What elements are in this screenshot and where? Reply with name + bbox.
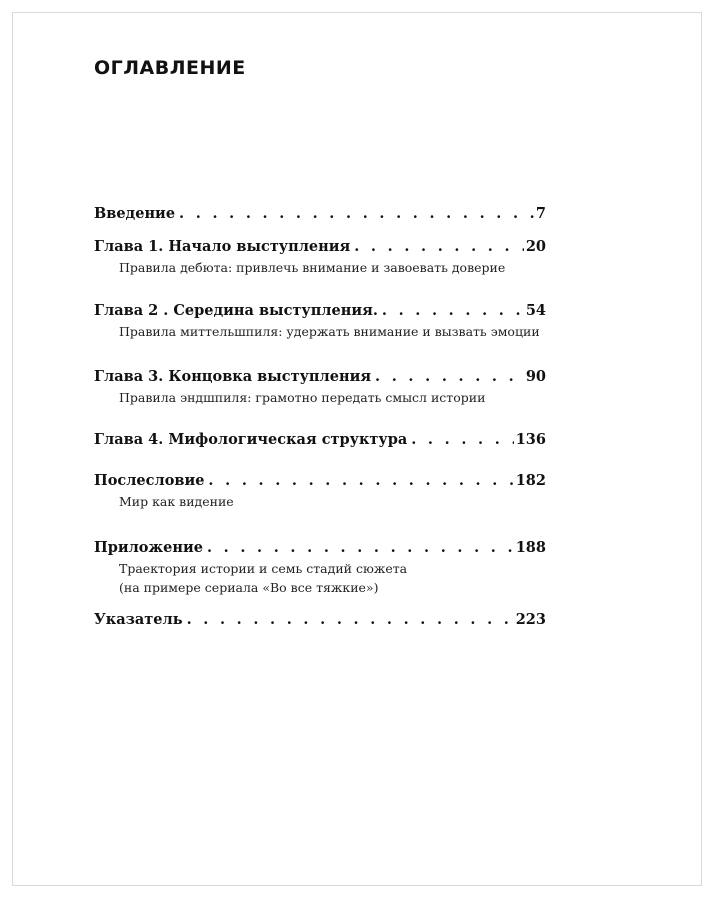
toc-entry-page: 136 <box>515 431 546 448</box>
toc-entry-line <box>94 203 546 225</box>
toc-entry-page: 54 <box>525 302 546 319</box>
toc-entry-appendix <box>94 537 546 597</box>
toc-entry-subtitle: Правила дебюта: привлечь внимание и завоевать доверие <box>119 260 506 275</box>
toc-entry-title: Указатель <box>94 611 183 628</box>
toc-entry-title: Глава 2 . Середина выступления. <box>94 302 378 319</box>
toc-entry-line <box>94 609 546 631</box>
toc-entry-page: 7 <box>535 205 546 222</box>
toc-entry-chapter-3 <box>94 366 546 407</box>
book-page <box>12 12 702 886</box>
toc-entry-subtitle: Мир как видение <box>119 494 234 509</box>
dot-leader <box>187 609 514 631</box>
toc-entry-title: Глава 1. Начало выступления <box>94 238 351 255</box>
toc-entry-chapter-1 <box>94 236 546 277</box>
dot-leader <box>375 366 524 388</box>
toc-entry-subtitle: Правила миттельшпиля: удержать внимание и вызвать эмоции <box>119 324 540 339</box>
toc-entry-subtitle: (на примере сериала «Во все тяжкие») <box>119 580 379 595</box>
toc-entry-subtitle: Траектория истории и семь стадий сюжета <box>119 561 408 576</box>
dot-leader <box>208 470 513 492</box>
dot-leader <box>179 203 534 225</box>
toc-heading: ОГЛАВЛЕНИЕ <box>94 57 246 79</box>
toc-entry-line <box>94 470 546 492</box>
toc-entry-afterword <box>94 470 546 511</box>
toc-entry-title: Приложение <box>94 539 203 556</box>
toc-entry-chapter-4 <box>94 429 546 451</box>
toc-entry-title: Послесловие <box>94 472 205 489</box>
dot-leader <box>354 236 524 258</box>
toc-entry-title: Глава 4. Мифологическая структура <box>94 431 408 448</box>
dot-leader <box>382 300 524 322</box>
toc-entry-title: Введение <box>94 205 176 222</box>
toc-entry-line <box>94 429 546 451</box>
toc-entry-chapter-2 <box>94 300 546 341</box>
toc-entry-line <box>94 236 546 258</box>
dot-leader <box>411 429 513 451</box>
toc-entry-line <box>94 537 546 559</box>
toc-entry-title: Глава 3. Концовка выступления <box>94 368 372 385</box>
toc-entry-line <box>94 366 546 388</box>
toc-entry-line <box>94 300 546 322</box>
toc-entry-page: 90 <box>525 368 546 385</box>
toc-entry-page: 188 <box>515 539 546 556</box>
toc-entry-page: 182 <box>515 472 546 489</box>
dot-leader <box>207 537 514 559</box>
toc-entry-subtitle: Правила эндшпиля: грамотно передать смысл истории <box>119 390 486 405</box>
toc-entry-page: 20 <box>525 238 546 255</box>
toc-entry-page: 223 <box>515 611 546 628</box>
toc-entry-introduction <box>94 203 546 225</box>
toc-entry-index <box>94 609 546 631</box>
